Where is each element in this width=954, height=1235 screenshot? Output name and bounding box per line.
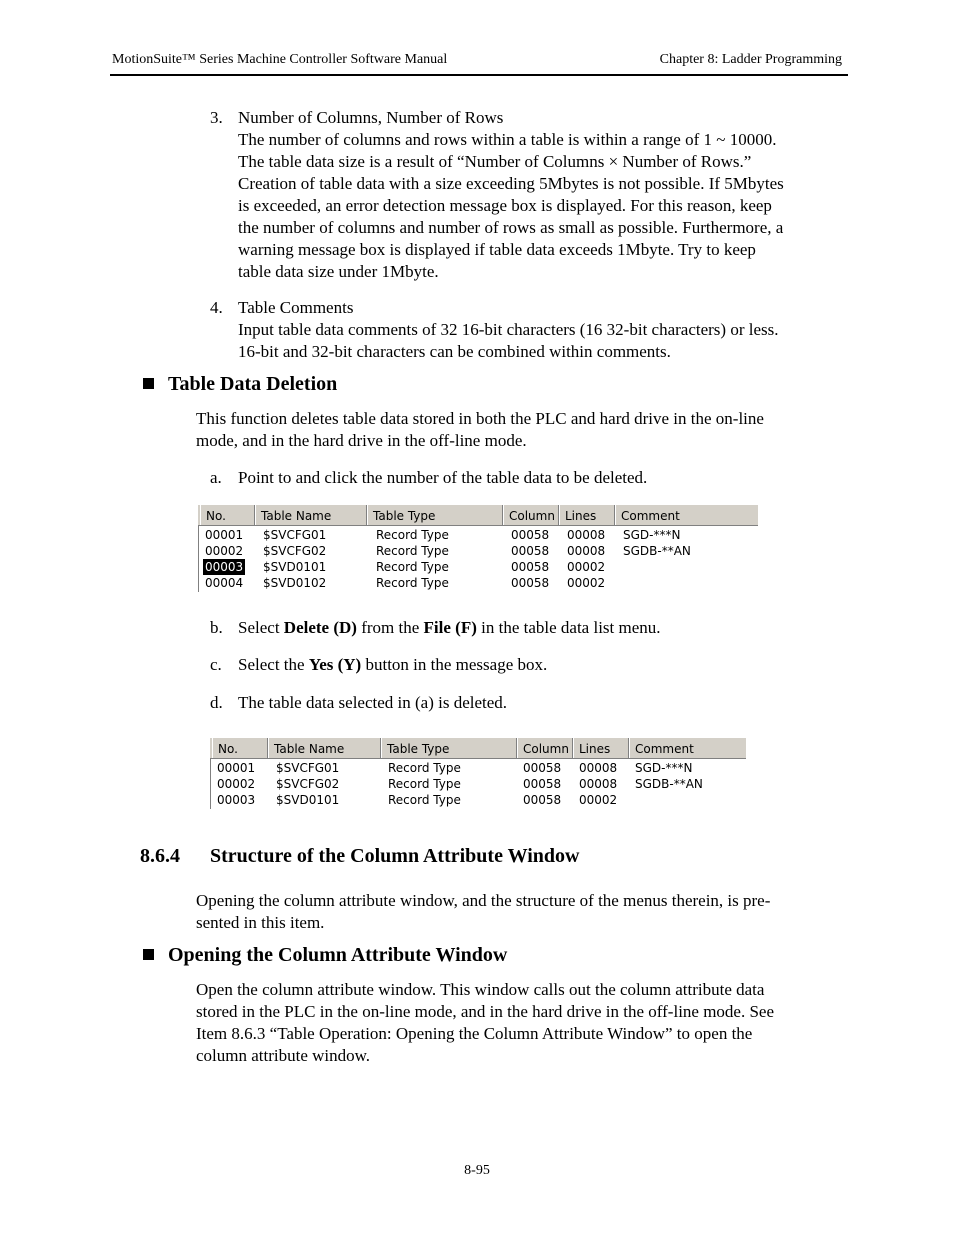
cell-comment: SGD-***N: [635, 761, 693, 775]
table-row[interactable]: [210, 760, 746, 776]
header-rule: [110, 74, 848, 76]
item-4-line: Input table data comments of 32 16-bit characters (16 32-bit characters) or less.: [238, 320, 779, 339]
cell-no[interactable]: 00004: [205, 576, 244, 590]
step-b-text: [238, 617, 661, 639]
text-run: from the: [356, 618, 424, 637]
item-4-number: 4.: [210, 298, 223, 317]
cell-lines: 00002: [567, 560, 606, 574]
cell-type: Record Type: [376, 528, 449, 542]
menu-name-file: File (F): [423, 618, 477, 637]
cell-lines: 00002: [579, 793, 618, 807]
item-4-line: 16-bit and 32-bit characters can be combined within comments.: [238, 342, 671, 361]
cell-type: Record Type: [388, 793, 461, 807]
button-name-yes: Yes (Y): [308, 655, 362, 674]
column-header[interactable]: Column: [517, 738, 573, 758]
column-header[interactable]: Table Type: [367, 505, 503, 525]
column-header[interactable]: Table Type: [381, 738, 517, 758]
cell-column: 00058: [523, 793, 562, 807]
column-header[interactable]: Lines: [559, 505, 615, 525]
cell-comment: SGD-***N: [623, 528, 681, 542]
opening-body: [196, 979, 774, 1067]
deletion-intro-line: mode, and in the hard drive in the off-line mode.: [196, 431, 527, 450]
step-d-letter: d.: [210, 693, 223, 712]
item-3-line: Creation of table data with a size exceeding 5Mbytes is not possible. If 5Mbytes: [238, 174, 784, 193]
menu-command-delete: Delete (D): [283, 618, 357, 637]
opening-line: Open the column attribute window. This window calls out the column attribute data: [196, 980, 765, 999]
cell-column: 00058: [511, 544, 550, 558]
step-c-letter: c.: [210, 655, 222, 674]
text-run: button in the message box.: [361, 655, 548, 674]
cell-no[interactable]: 00002: [217, 777, 256, 791]
cell-name: $SVD0101: [276, 793, 340, 807]
cell-lines: 00002: [567, 576, 606, 590]
table-row[interactable]: [210, 792, 746, 808]
cell-column: 00058: [511, 528, 550, 542]
cell-no[interactable]: 00003: [217, 793, 256, 807]
cell-column: 00058: [523, 777, 562, 791]
cell-no[interactable]: 00001: [205, 528, 244, 542]
item-4-title: Table Comments: [238, 298, 354, 317]
column-header[interactable]: Comment: [629, 738, 746, 758]
heading-text: Table Data Deletion: [168, 373, 338, 395]
cell-name: $SVCFG02: [263, 544, 327, 558]
column-header[interactable]: No.: [200, 505, 255, 525]
item-3-title: Number of Columns, Number of Rows: [238, 108, 504, 127]
item-3-line: the number of columns and number of rows as small as possible. Furthermore, a: [238, 218, 784, 237]
cell-column: 00058: [523, 761, 562, 775]
item-3-line: table data size under 1Mbyte.: [238, 262, 439, 281]
cell-lines: 00008: [579, 777, 618, 791]
deletion-intro: [196, 408, 764, 452]
cell-no-selected[interactable]: [200, 559, 245, 575]
text-run: in the table data list menu.: [476, 618, 661, 637]
table-row-selected[interactable]: [198, 559, 758, 575]
cell-type: Record Type: [376, 544, 449, 558]
table-row[interactable]: [198, 543, 758, 559]
section-intro-line: sented in this item.: [196, 913, 325, 932]
cell-type: Record Type: [376, 560, 449, 574]
column-header[interactable]: Comment: [615, 505, 758, 525]
table-data-list-after: [210, 737, 746, 809]
section-heading: [140, 845, 579, 868]
table-row[interactable]: [198, 575, 758, 591]
item-3-line: warning message box is displayed if table data exceeds 1Mbyte. Try to keep: [238, 240, 756, 259]
cell-comment: SGDB-**AN: [635, 777, 703, 791]
cell-comment: SGDB-**AN: [623, 544, 691, 558]
opening-line: stored in the PLC in the on-line mode, and in the hard drive in the off-line mode. See: [196, 1002, 775, 1021]
running-header-title: MotionSuite™ Series Machine Controller Software Manual: [112, 52, 448, 67]
table-data-list-before: [198, 504, 758, 592]
table-header-row: [210, 737, 746, 759]
deletion-intro-line: This function deletes table data stored in both the PLC and hard drive in the on-line: [196, 409, 764, 428]
item-3-line: The number of columns and rows within a table is within a range of 1 ~ 10000.: [238, 130, 777, 149]
table-header-row: [198, 504, 758, 526]
cell-name: $SVCFG01: [263, 528, 327, 542]
item-3-line: is exceeded, an error detection message box is displayed. For this reason, keep: [238, 196, 772, 215]
table-row[interactable]: [210, 776, 746, 792]
cell-name: $SVCFG02: [276, 777, 340, 791]
column-header[interactable]: No.: [212, 738, 268, 758]
cell-lines: 00008: [567, 528, 606, 542]
cell-lines: 00008: [567, 544, 606, 558]
cell-column: 00058: [511, 576, 550, 590]
cell-name: $SVCFG01: [276, 761, 340, 775]
step-c-text: [238, 654, 547, 676]
text-run: Select: [238, 618, 284, 637]
cell-no[interactable]: 00001: [217, 761, 256, 775]
step-a-text: Point to and click the number of the table data to be deleted.: [238, 468, 648, 487]
column-header[interactable]: Table Name: [255, 505, 367, 525]
text-run: Select the: [238, 655, 309, 674]
opening-window-heading: [143, 943, 507, 967]
cell-column: 00058: [511, 560, 550, 574]
selected-number[interactable]: 00003: [205, 560, 244, 574]
cell-type: Record Type: [388, 761, 461, 775]
cell-no[interactable]: 00002: [205, 544, 244, 558]
square-bullet-icon: [143, 378, 154, 389]
step-b-letter: b.: [210, 618, 223, 637]
item-3-line: The table data size is a result of “Number of Columns × Number of Rows.”: [238, 152, 752, 171]
cell-name: $SVD0102: [263, 576, 327, 590]
step-a-letter: a.: [210, 468, 222, 487]
section-title: Structure of the Column Attribute Window: [210, 845, 580, 867]
section-intro-line: Opening the column attribute window, and the structure of the menus therein, is pre-: [196, 891, 771, 910]
cell-lines: 00008: [579, 761, 618, 775]
cell-type: Record Type: [388, 777, 461, 791]
cell-type: Record Type: [376, 576, 449, 590]
running-header-chapter: Chapter 8: Ladder Programming: [659, 52, 842, 67]
column-header[interactable]: Column: [503, 505, 559, 525]
section-intro: [196, 890, 770, 934]
opening-line: column attribute window.: [196, 1046, 371, 1065]
step-d-text: The table data selected in (a) is deleted.: [238, 693, 508, 712]
item-4-block: [238, 297, 779, 363]
item-3-block: [238, 107, 784, 283]
item-3-number: 3.: [210, 108, 223, 127]
column-header[interactable]: Lines: [573, 738, 629, 758]
table-data-deletion-heading: [143, 372, 337, 396]
section-number: 8.6.4: [140, 845, 180, 867]
heading-text: Opening the Column Attribute Window: [168, 944, 508, 966]
square-bullet-icon: [143, 949, 154, 960]
cell-name: $SVD0101: [263, 560, 327, 574]
page-number: 8-95: [464, 1163, 490, 1178]
column-header[interactable]: Table Name: [268, 738, 381, 758]
opening-line: Item 8.6.3 “Table Operation: Opening the Column Attribute Window” to open the: [196, 1024, 753, 1043]
table-row[interactable]: [198, 527, 758, 543]
